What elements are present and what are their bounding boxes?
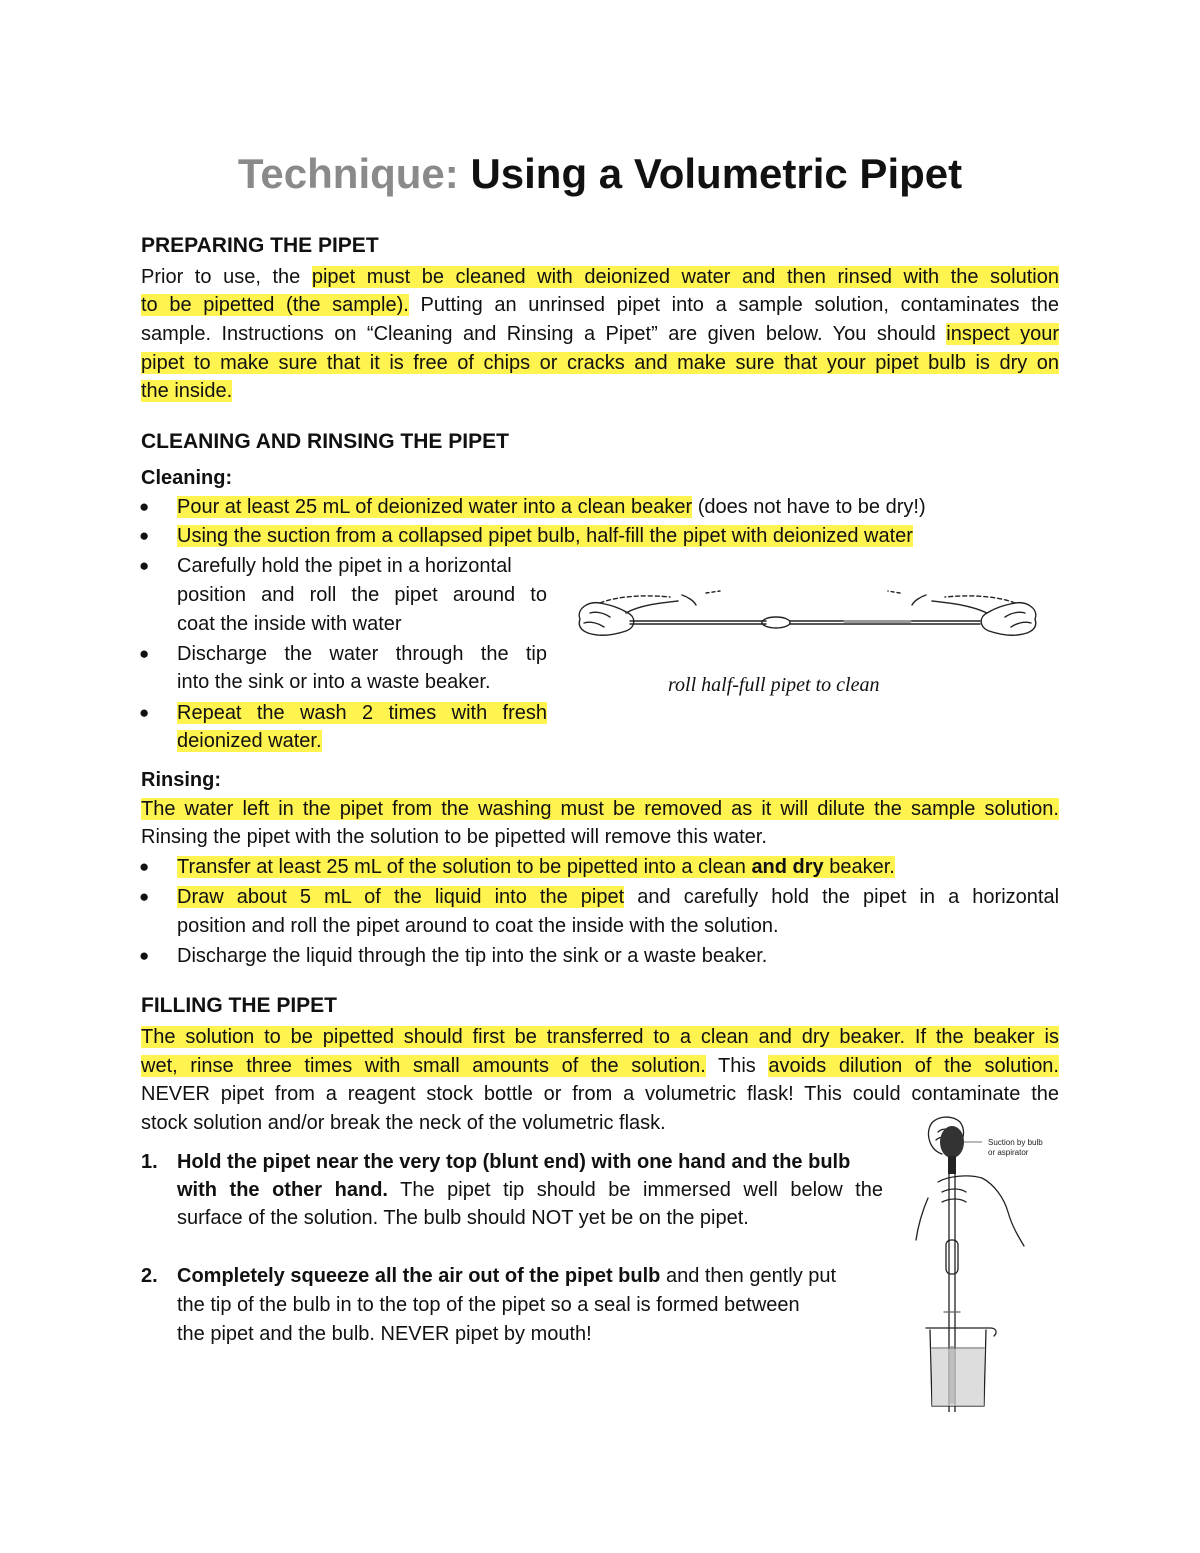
step-2-line-2: the tip of the bulb in to the top of the pipet so a seal is formed between	[177, 1294, 800, 1316]
heading-preparing: PREPARING THE PIPET	[141, 234, 379, 257]
cleaning-bullet-3-line-1: Carefully hold the pipet in a horizontal	[177, 555, 512, 577]
heading-filling: FILLING THE PIPET	[141, 994, 338, 1017]
rinsing-bullet-3: Discharge the liquid through the tip into the sink or a waste beaker.	[177, 945, 768, 967]
cleaning-bullet-5-line-1: Repeat the wash 2 times with fresh	[177, 702, 547, 724]
cleaning-bullet-4-line-1: Discharge the water through the tip	[177, 643, 547, 665]
cleaning-bullet-2: Using the suction from a collapsed pipet bulb, half-fill the pipet with deionized water	[177, 525, 913, 547]
subheading-cleaning: Cleaning:	[141, 467, 233, 489]
bullet-icon: ●	[139, 857, 150, 876]
preparing-line-2: to be pipetted (the sample). Putting an unrinsed pipet into a sample solution, contaminates the	[141, 294, 1059, 316]
filling-line-1: The solution to be pipetted should first be transferred to a clean and dry beaker. If the beaker is	[141, 1026, 1059, 1048]
cleaning-bullet-3-line-2: position and roll the pipet around to	[177, 584, 547, 606]
step-1-line-1: Hold the pipet near the very top (blunt end) with one hand and the bulb	[177, 1151, 851, 1173]
step-1-line-3: surface of the solution. The bulb should NOT yet be on the pipet.	[177, 1207, 749, 1229]
page-title	[0, 146, 1200, 202]
bullet-icon: ●	[139, 703, 150, 722]
bullet-icon: ●	[139, 497, 150, 516]
heading-cleaning: CLEANING AND RINSING THE PIPET	[141, 430, 509, 453]
step-2-line-1: Completely squeeze all the air out of the pipet bulb and then gently put	[177, 1265, 837, 1287]
cleaning-bullet-1: Pour at least 25 mL of deionized water into a clean beaker (does not have to be dry!)	[177, 496, 926, 518]
cleaning-bullet-5-line-2: deionized water.	[177, 730, 322, 752]
preparing-line-3: sample. Instructions on “Cleaning and Rinsing a Pipet” are given below. You should inspect your	[141, 323, 1059, 345]
title-main: Using a Volumetric Pipet	[470, 150, 963, 197]
bullet-icon: ●	[139, 946, 150, 965]
cleaning-bullet-4-line-2: into the sink or into a waste beaker.	[177, 671, 491, 693]
rinsing-bullet-2-line-1: Draw about 5 mL of the liquid into the pipet and carefully hold the pipet in a horizontal	[177, 886, 1060, 908]
filling-line-2: wet, rinse three times with small amounts of the solution. This avoids dilution of the solution.	[141, 1055, 1059, 1077]
rinsing-bullet-1: Transfer at least 25 mL of the solution to be pipetted into a clean and dry beaker.	[177, 856, 895, 878]
rinsing-bullet-2-line-2: position and roll the pipet around to coat the inside with the solution.	[177, 915, 779, 937]
preparing-line-4: pipet to make sure that it is free of chips or cracks and make sure that your pipet bulb is dry on	[141, 352, 1059, 374]
bullet-icon: ●	[139, 526, 150, 545]
roll-pipet-illustration	[570, 583, 1045, 645]
subheading-rinsing: Rinsing:	[141, 769, 221, 791]
figure-caption-roll: roll half-full pipet to clean	[668, 674, 880, 696]
figure-label-suction: Suction by bulb	[988, 1138, 1043, 1147]
bullet-icon: ●	[139, 887, 150, 906]
step-1-line-2: with the other hand. The pipet tip should be immersed well below the	[177, 1179, 883, 1201]
step-1-number: 1.	[141, 1151, 158, 1173]
preparing-line-5: the inside.	[141, 380, 233, 402]
cleaning-bullet-3-line-3: coat the inside with water	[177, 613, 402, 635]
bullet-icon: ●	[139, 644, 150, 663]
filling-line-4: stock solution and/or break the neck of the volumetric flask.	[141, 1112, 666, 1134]
rinsing-line-2: Rinsing the pipet with the solution to be pipetted will remove this water.	[141, 826, 767, 848]
bullet-icon: ●	[139, 556, 150, 575]
figure-label-aspirator: or aspirator	[988, 1148, 1029, 1157]
step-2-line-3: the pipet and the bulb. NEVER pipet by mouth!	[177, 1323, 592, 1345]
rinsing-line-1: The water left in the pipet from the washing must be removed as it will dilute the sample solution.	[141, 798, 1059, 820]
preparing-line-1: Prior to use, the pipet must be cleaned with deionized water and then rinsed with the solution	[141, 266, 1059, 288]
filling-line-3: NEVER pipet from a reagent stock bottle or from a volumetric flask! This could contaminate the	[141, 1083, 1059, 1105]
title-prefix: Technique:	[237, 150, 459, 197]
step-2-number: 2.	[141, 1265, 158, 1287]
